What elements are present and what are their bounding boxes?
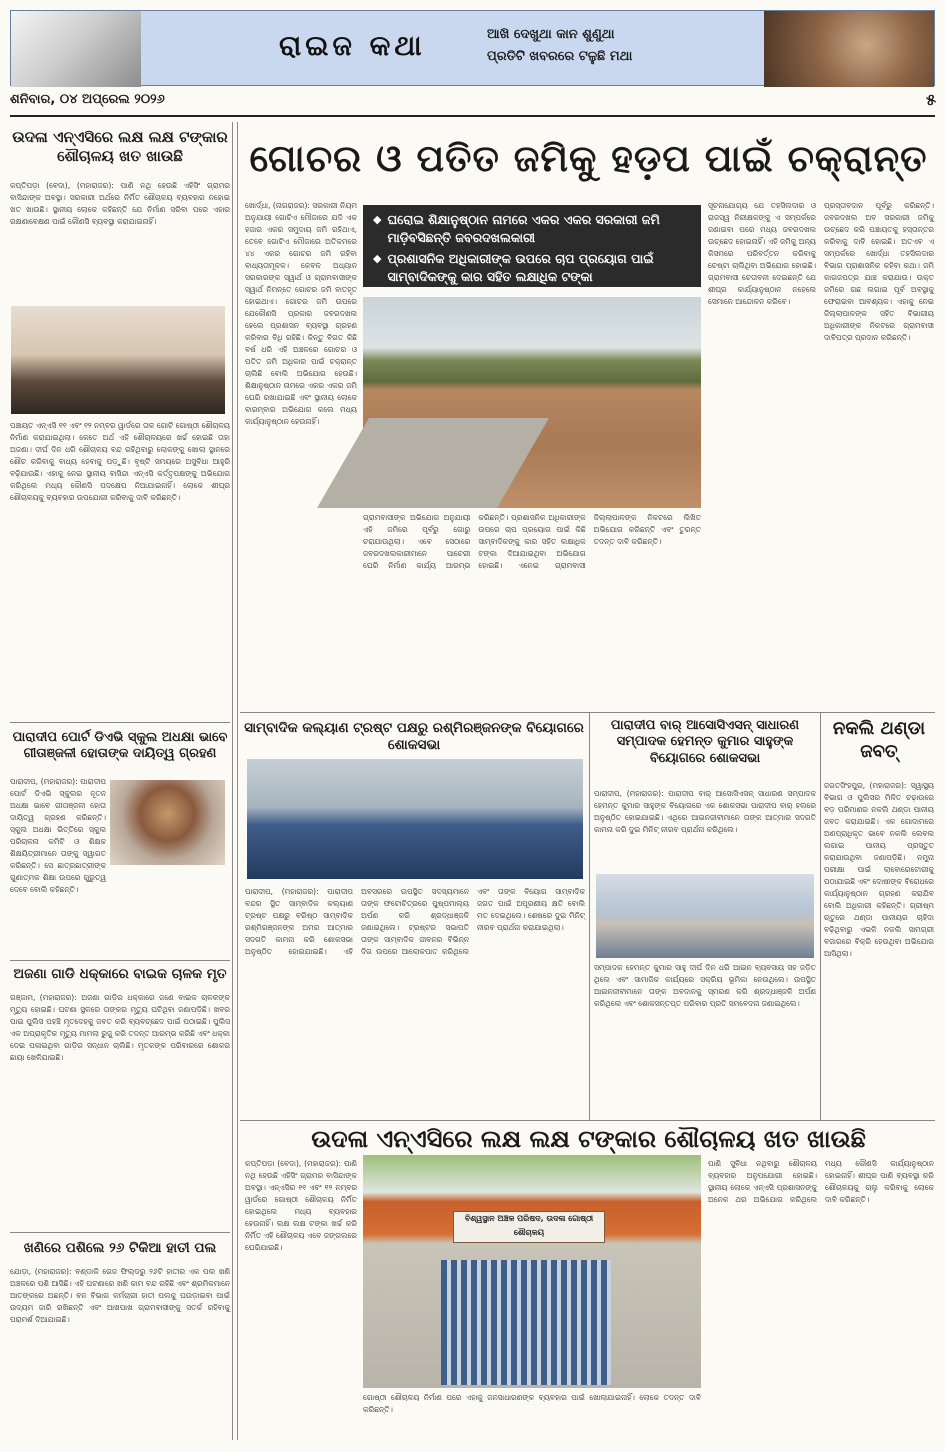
section-divider — [10, 960, 230, 961]
encroached-land-photo — [363, 297, 701, 508]
masthead-tagline-1: ଆଖି ଦେଖୁଥା କାନ ଶୁଣୁଥା — [487, 27, 615, 42]
community-toilet-photo — [363, 1155, 701, 1388]
diamond-bullet-icon: ◆ — [373, 252, 382, 265]
dateline: ଶନିବାର, ୦୪ ଅପ୍ରେଲ ୨୦୨୬ — [10, 92, 165, 107]
condolence2-headline: ପାରାଦୀପ ବାର୍ ଆସୋସିଏସନ୍ ସାଧାରଣ ସମ୍ପାଦକ ହେମନ୍ତ କୁମାର ସାହୁଙ୍କ ବିୟୋଗରେ ଶୋକସଭା — [610, 718, 800, 766]
principal-portrait-photo — [110, 780, 225, 865]
column-divider — [820, 712, 821, 1120]
left-story1-headline: ଉଦଳା ଏନ୍‌ଏସିରେ ଲକ୍ଷ ଲକ୍ଷ ଟଙ୍କାର ଶୌଚାଳୟ ଖତ ଖାଉଛି — [12, 128, 228, 165]
left-story3-headline: ଅଜଣା ଗାଡି ଧକ୍କାରେ ବାଇକ ଚାଳକ ମୃତ — [13, 966, 227, 982]
masthead-left-image — [11, 11, 141, 87]
masthead-right-image — [764, 11, 934, 87]
condolence2-body-2: ସମ୍ପାଦକ ହେମନ୍ତ କୁମାର ସାହୁ ଦୀର୍ଘ ଦିନ ଧରି ଆଇନ ବ୍ୟବସାୟ ସହ ଜଡ଼ିତ ଥିଲେ ଏବଂ ସାମାଜିକ କାର୍ଯ୍ୟରେ ସକ୍ରିୟ ଭୂମିକା ନେଉଥିଲେ। ଉପସ୍ଥିତ ଆଇନଜୀବୀମାନେ ତାଙ୍କ ଅବଦାନକୁ ସ୍ମରଣ କରି ଶ୍ରଦ୍ଧାଞ୍ଜଳି ଅର୍ପଣ କରିଥିଲେ ଏବଂ ଶୋକସନ୍ତପ୍ତ ପରିବାର ପ୍ରତି ସମବେଦନା ଜଣାଇଥିଲେ। — [594, 963, 816, 1008]
bottom-story-body-under: ଗୋଷ୍ଠୀ ଶୌଚାଳୟ ନିର୍ମାଣ ପରେ ଏହାକୁ ଜନସାଧାରଣଙ୍କ ବ୍ୟବହାର ପାଇଁ ଖୋଲାଯାଇନାହିଁ। ଲୋକେ ତଦନ୍ତ ଦାବି କରିଛନ୍ତି। — [363, 1393, 701, 1414]
diamond-bullet-icon: ◆ — [373, 213, 382, 226]
lead-headline: ଗୋଚର ଓ ପତିତ ଜମିକୁ ହଡ଼ପ ପାଇଁ ଚକ୍ରାନ୍ତ — [249, 137, 928, 180]
condolence-meeting-photo — [247, 759, 583, 879]
section-divider — [10, 1232, 230, 1233]
lead-bullet-text: ପ୍ରଶାସନିକ ଅଧିକାରୀଙ୍କ ଉପରେ ଚାପ ପ୍ରୟୋଗ ପାଇଁ ସାମ୍ବାଦିକଙ୍କୁ କାର ସହିତ ଲକ୍ଷାଧିକ ଟଙ୍କା — [387, 251, 654, 284]
lead-highlight-box — [363, 205, 701, 287]
masthead-rule — [10, 115, 935, 117]
left-story1-body-bottom: ପଞ୍ଚାୟତ ଏନ୍‌ଏସି ୧୧ ଏବଂ ୧୨ ନମ୍ବର ୱାର୍ଡରେ ତାଳ ଗୋଟି ଗୋଷ୍ଠୀ ଶୌଚାଳୟ ନିର୍ମାଣ କରାଯାଇଥିଲା। କେତେ ଅର୍ଥ ଏହି ଶୌଚାଳୟରେ ଖର୍ଚ୍ଚ ହୋଇଛି ତାହା ଅଜଣା। ଦୀର୍ଘ ଦିନ ଧରି ଶୌଚାଳୟ ବନ୍ଦ ରହିଥିବାରୁ ଲୋକଙ୍କୁ ଖୋଲା ସ୍ଥାନରେ ଶୌଚ କରିବାକୁ ବାଧ୍ୟ ହେବାକୁ ପଡ଼ୁଛି। ବୃଷ୍ଟି ସମୟରେ ଅସୁବିଧା ଆହୁରି ବଢ଼ିଯାଉଛି। ଏହାକୁ ନେଇ ସ୍ଥାନୀୟ ବାସିନ୍ଦା ଏନ୍‌ଏସି କର୍ତ୍ତୃପକ୍ଷଙ୍କୁ ଅଭିଯୋଗ କରିଥିଲେ ମଧ୍ୟ କୌଣସି ପଦକ୍ଷେପ ନିଆଯାଇନାହିଁ। ଲୋକେ ଶୀଘ୍ର ଶୌଚାଳୟକୁ ବ୍ୟବହାର ଉପଯୋଗୀ କରିବାକୁ ଦାବି କରିଛନ୍ତି। — [10, 421, 230, 502]
column-divider — [237, 122, 238, 1440]
lead-body-left: ଖୋର୍ଦ୍ଧା, (ନାଗରାଜର): ସରକାରୀ ନିୟମ ଅନୁଯାୟୀ ଗୋଚିଏ ମୌଜାରେ ଯଦି ଏକ ହଜାର ଏକର ସମୁଦାୟ ଜମି ରହିଥାଏ, ତେବେ ଗୋଟିଏ ମୌଜାରେ ଅତିକମରେ ୪୪ ଏକର ଗୋଚର ଜମି ରହିବା ବାଧ୍ୟତାମୂଳକ। କେବଳ ଅଧ୍ୟାନ ସରକାରଙ୍କ ସ୍ୱାର୍ଥ ଓ ଗ୍ରାମବାସୀଙ୍କ ସ୍ୱାର୍ଥ ନିମନ୍ତେ ଗୋଚର ଜମି ବାତହୃତ ହୋଇଥାଏ। ଗୋଚର ଜମି ଉପରେ ଯେକୌଣସି ପ୍ରକାର ଜବରଦଖଲ ହେଲେ ପ୍ରଶାସନ ବ୍ୟବସ୍ଥା ଗ୍ରହଣ କରିବାର ବିଧି ରହିଛି। କିନ୍ତୁ ବିଗତ କିଛି ବର୍ଷ ଧରି ଏହି ଅଞ୍ଚଳରେ ଗୋଚର ଓ ପତିତ ଜମି ଅଧିକାର ପାଇଁ ଚକ୍ରାନ୍ତ ଚାଲିଛି ବୋଲି ଅଭିଯୋଗ ହେଉଛି। ଶିକ୍ଷାନୁଷ୍ଠାନ ନାମରେ ଏକର ଏକର ଜମି ଘେରି ରଖାଯାଇଛି ଏବଂ ସ୍ଥାନୀୟ ଲୋକେ ବାରମ୍ବାର ଅଭିଯୋଗ କଲେ ମଧ୍ୟ କାର୍ଯ୍ୟାନୁଷ୍ଠାନ ହେଉନାହିଁ। — [245, 201, 357, 426]
left-story2-body-cont — [10, 872, 230, 956]
fake-drink-headline: ନକଲି ଥଣ୍ଡା ଜବତ୍ — [832, 718, 926, 762]
condolence2-body: ପାରାଦୀପ, (ମହାରାଜର): ପାରାଦୀପ ବାର୍ ଆସୋସିଏସନ୍ ସାଧାରଣ ସମ୍ପାଦକ ହେମନ୍ତ କୁମାର ସାହୁଙ୍କ ବିୟୋଗରେ ଏକ ଶୋକସଭା ପାରାଦୀପ ବାର୍ ହଲରେ ଅନୁଷ୍ଠିତ ହୋଇଯାଇଛି। ଏଥିରେ ଆଇନଜୀବୀମାନେ ତାଙ୍କ ଆତ୍ମାର ସଦଗତି କାମନା କରି ଦୁଇ ମିନିଟ୍ ନୀରବ ପ୍ରାର୍ଥନା କରିଥିଲେ। — [594, 789, 816, 834]
left-story2-body: ପାରାଦୀପ, (ମହାରାଜର): ପାରାଦୀପ ପୋର୍ଟ ଡିଏଭି ସ୍କୁଲର ନୂତନ ଅଧକ୍ଷା ଭାବେ ଗୀତାଞ୍ଜଳୀ ହୋତା ଦାୟିତ୍ୱ ଗ୍ରହଣ କରିଛନ୍ତି। ସ୍କୁଲ ଅଧକ୍ଷା ଭିତ୍ତିରେ ସ୍କୁଲ ପରିଚାଳନା କମିଟି ଓ ଶିକ୍ଷକ ଶିକ୍ଷୟିତ୍ରୀମାନେ ତାଙ୍କୁ ସ୍ୱାଗତ କରିଛନ୍ତି। ସେ ଛାତ୍ରଛାତ୍ରୀଙ୍କ ଗୁଣାତ୍ମକ ଶିକ୍ଷା ଉପରେ ଗୁରୁତ୍ୱ ଦେବେ ବୋଲି କହିଛନ୍ତି। — [10, 777, 106, 894]
toilet-signboard: ବିଶ୍ୱସ୍ଥାନ ଅଞ୍ଚଳ ପରିଷଦ, ଉଦଳା ଗୋଷ୍ଠୀ ଶୌଚାଳୟ — [453, 1211, 605, 1243]
left-story3-body: ଗଞ୍ଜାମ, (ମହାରାଜର): ଅଜଣା ଗାଡ଼ିର ଧକ୍କାରେ ଜଣେ ବାଇକ ଚାଳକଙ୍କ ମୃତ୍ୟୁ ହୋଇଛି। ଘଟଣା ସ୍ଥଳରେ ତାଙ୍କର ମୃତ୍ୟୁ ଘଟିଥିବା ଜଣାପଡ଼ିଛି। ଖବର ପାଇ ପୁଲିସ ପହଞ୍ଚି ମୃତଦେହକୁ ଜବତ କରି ବ୍ୟବଚ୍ଛେଦ ପାଇଁ ପଠାଇଛି। ପୁଲିସ ଏକ ଅପ୍ରାକୃତିକ ମୃତ୍ୟୁ ମାମଲା ରୁଜୁ କରି ତଦନ୍ତ ଆରମ୍ଭ କରିଛି ଏବଂ ଧକ୍କା ଦେଇ ପଳାଇଥିବା ଗାଡ଼ିର ସନ୍ଧାନ ଚାଲିଛି। ମୃତକଙ୍କ ପରିବାରରେ ଶୋକର ଛାୟା ଖେଳିଯାଇଛି। — [10, 993, 230, 1062]
bottom-story-body-right: ପାଣି ସୁବିଧା ନଥିବାରୁ ଶୌଚାଳୟ ବ୍ୟବହାର ଅନୁପଯୋଗୀ ହୋଇଛି। ସ୍ଥାନୀୟ ଲୋକେ ଏନ୍‌ଏସି ପ୍ରଶାସନଙ୍କୁ ଅନେକ ଥର ଅଭିଯୋଗ କରିଥିଲେ ମଧ୍ୟ କୌଣସି କାର୍ଯ୍ୟାନୁଷ୍ଠାନ ହୋଇନାହିଁ। ଶୀଘ୍ର ପାଣି ବ୍ୟବସ୍ଥା କରି ଶୌଚାଳୟକୁ ଚାଲୁ କରିବାକୁ ଲୋକେ ଦାବି କରିଛନ୍ତି। — [708, 1159, 934, 1204]
masthead — [10, 10, 935, 86]
condolence1-headline: ସାମ୍ବାଦିକ କଲ୍ୟାଣ ଟ୍ରଷ୍ଟ ପକ୍ଷରୁ ରଶ୍ମିରଞ୍ଜନଙ୍କ ବିୟୋଗରେ ଶୋକସଭା — [244, 720, 584, 753]
column-divider — [232, 122, 233, 1440]
left-story4-headline: ଖଣିରେ ପଶିଲେ ୨୬ ଟିକିଆ ହାତୀ ପଲ — [23, 1240, 217, 1256]
column-divider — [589, 712, 590, 1120]
left-story4-body: ଯୋଡ଼ା, (ମହାରାଜର): ବଣ୍ଡାକି ଗେଜ ଫିଲ୍ଡରୁ ୨୬ଟି ହାତୀର ଏକ ପଲ ଖଣି ଅଞ୍ଚଳରେ ପଶି ଆସିଛି। ଏହି ଘଟଣାରେ ଖଣି କାମ ବନ୍ଦ ରହିଛି ଏବଂ ଶ୍ରମିକମାନେ ଆତଙ୍କରେ ଅଛନ୍ତି। ବନ ବିଭାଗ କର୍ମଚାରୀ ହାତୀ ପଲକୁ ଘଉଡ଼ାଇବା ପାଇଁ ଉଦ୍ୟମ ଜାରି ରଖିଛନ୍ତି ଏବଂ ଆଖପାଖ ଗ୍ରାମବାସୀଙ୍କୁ ସତର୍କ ରହିବାକୁ ପରାମର୍ଶ ଦିଆଯାଇଛି। — [10, 1267, 230, 1324]
section-divider — [240, 712, 935, 713]
condolence1-body: ପାରାଦୀପ, (ମହାରାଜର): ପାରାଦୀପ ବନ୍ଦର ସ୍ଥିତ ସାମ୍ବାଦିକ କଲ୍ୟାଣ ଟ୍ରଷ୍ଟ ପକ୍ଷରୁ ବରିଷ୍ଠ ସାମ୍ବାଦିକ ରଶ୍ମିରଞ୍ଜନଙ୍କ ଅମର ଆତ୍ମାର ସଦଗତି କାମନା କରି ଶୋକସଭା ଅନୁଷ୍ଠିତ ହୋଇଯାଇଛି। ଏହି ଅବସରରେ ଉପସ୍ଥିତ ସଦସ୍ୟମାନେ ତାଙ୍କ ଫଟୋଚିତ୍ରରେ ପୁଷ୍ପମାଲ୍ୟ ଅର୍ପଣ କରି ଶ୍ରଦ୍ଧାଞ୍ଜଳି ଜଣାଇଥିଲେ। ଟ୍ରଷ୍ଟର ସଭାପତି ତାଙ୍କ ସାମ୍ବାଦିକ ଜୀବନର ବିଭିନ୍ନ ଦିଗ ଉପରେ ଆଲୋକପାତ କରିଥିଲେ ଏବଂ ତାଙ୍କ ବିୟୋଗ ସାମ୍ବାଦିକ ଜଗତ ପାଇଁ ଅପୂରଣୀୟ କ୍ଷତି ବୋଲି ମତ ଦେଇଥିଲେ। ଶେଷରେ ଦୁଇ ମିନିଟ୍ ନୀରବ ପ୍ରାର୍ଥନା କରାଯାଇଥିଲା। — [245, 887, 585, 956]
left-story2-headline: ପାରାଦୀପ ପୋର୍ଟ ଡିଏଭି ସ୍କୁଲ ଅଧକ୍ଷା ଭାବେ ଗୀତାଞ୍ଜଳୀ ହୋତାଙ୍କ ଦାୟିତ୍ୱ ଗ୍ରହଣ — [12, 730, 228, 762]
lead-bullet-text: ଘରୋଇ ଶିକ୍ଷାନୁଷ୍ଠାନ ନାମରେ ଏକର ଏକର ସରକାରୀ ଜମି ମାଡ଼ିବସିଛନ୍ତି ଜବରଦଖଲକାରୀ — [387, 212, 660, 245]
section-divider — [10, 722, 230, 723]
lead-body-mid: ଗ୍ରାମବାସୀଙ୍କ ଅଭିଯୋଗ ଅନୁଯାୟୀ ଏହି ଜମିରେ ପୂର୍ବରୁ ଗୋରୁ ଚରାଯାଉଥିଲା। ଏବେ ସେଠାରେ ଜବରଦଖଲକାରୀମାନେ ପାଚେରୀ ଘେରି ନିର୍ମାଣ କାର୍ଯ୍ୟ ଆରମ୍ଭ କରିଛନ୍ତି। ପ୍ରଶାସନିକ ଅଧିକାରୀଙ୍କ ଉପରେ ଚାପ ପ୍ରୟୋଗ ପାଇଁ କିଛି ସାମ୍ବାଦିକଙ୍କୁ କାର ସହିତ ଲକ୍ଷାଧିକ ଟଙ୍କା ଦିଆଯାଇଥିବା ଅଭିଯୋଗ ହୋଇଛି। ଏନେଇ ଗ୍ରାମବାସୀ ଜିଲ୍ଲାପାଳଙ୍କ ନିକଟରେ ଲିଖିତ ଅଭିଯୋଗ କରିଛନ୍ତି ଏବଂ ତୁରନ୍ତ ତଦନ୍ତ ଦାବି କରିଛନ୍ତି। — [363, 513, 701, 570]
lead-body-left-cont — [245, 510, 357, 706]
toilet-door — [441, 1260, 611, 1385]
lead-body-far: ପ୍ରସ୍ତାବଦାନ ପୂର୍ବରୁ କରିଛନ୍ତି। ଜବରଦଖଲ ଅବ ସରକାରୀ ଜମିକୁ ଉଚ୍ଛେଦ କରି ପଞ୍ଚାୟତକୁ ହସ୍ତାନ୍ତର କରିବାକୁ ଦାବି ହୋଇଛି। ଅତଏବ ଏ ସମ୍ପର୍କରେ ଖୋର୍ଦ୍ଧା ତହସିଲଦାର ବିଭାଗ ପ୍ରାଶାସନିକ କହିବା କଥା। ଜମି କାଗଜପତ୍ର ଯାଞ୍ଚ କରାଯାଉ। ଉକ୍ତ ଜମିରେ ଗଛ ଲଗାଇ ପୂର୍ବ ଅବସ୍ଥାକୁ ଫେରାଇବା ଆବଶ୍ୟକ। ଏହାକୁ ନେଇ ଜିଲ୍ଲାପାଳଙ୍କ ସହିତ ବିଭାଗୀୟ ଅଧିକାରୀଙ୍କ ନିକଟରେ ଗ୍ରାମବାସୀ ଦାବିପତ୍ର ପ୍ରଦାନ କରିଛନ୍ତି। — [824, 201, 934, 342]
office-meeting-photo — [11, 306, 225, 414]
bottom-story-body-left: କପ୍ତିପଡ଼ା (ବେଦା), (ମହାରାଜର): ପାଣି ନଥି ହେଉଛି ଏହିସିଂ ଗ୍ରାମର ବାସିନ୍ଦାଙ୍କ ଅବସ୍ଥା। ଏନ୍‌ଏସିର ୧୧ ଏବଂ ୧୨ ନମ୍ବର ୱାର୍ଡରେ ଗୋଷ୍ଠୀ ଶୌଚାଳୟ ନିର୍ମିତ ହୋଇଥିଲେ ମଧ୍ୟ ବ୍ୟବହାର ହେଉନାହିଁ। ଲକ୍ଷ ଲକ୍ଷ ଟଙ୍କା ଖର୍ଚ୍ଚ କରି ନିର୍ମିତ ଏହି ଶୌଚାଳୟ ଏବେ ଜଙ୍ଗଲରେ ଘେରିଯାଇଛି। — [245, 1159, 357, 1252]
bottom-story-headline: ଉଦଳା ଏନ୍‌ଏସିରେ ଲକ୍ଷ ଲକ୍ଷ ଟଙ୍କାର ଶୌଚାଳୟ ଖତ ଖାଉଛି — [311, 1125, 866, 1153]
fake-drink-body: ଜଗତସିଂହପୁର, (ମହାରାଜର): ସ୍ୱାସ୍ଥ୍ୟ ବିଭାଗ ଓ ପୁଲିସର ମିଳିତ ଚଢ଼ାଉରେ ବଡ଼ ପରିମାଣର ନକଲି ଥଣ୍ଡା ପାନୀୟ ଜବତ କରାଯାଇଛି। ଏକ ଗୋଦାମରେ ଅଣପ୍ରାଧିକୃତ ଭାବେ ନକଲି ଲେବଲ ଲଗାଇ ପାନୀୟ ପ୍ରସ୍ତୁତ କରାଯାଉଥିବା ଜଣାପଡ଼ିଛି। ନମୁନା ପରୀକ୍ଷା ପାଇଁ ଲାବୋରେଟୋରୀକୁ ପଠାଯାଇଛି ଏବଂ ଦୋଷୀଙ୍କ ବିରୋଧରେ କାର୍ଯ୍ୟାନୁଷ୍ଠାନ ଗ୍ରହଣ କରାଯିବ ବୋଲି ଅଧିକାରୀ କହିଛନ୍ତି। ଗ୍ରୀଷ୍ମ ଋତୁରେ ଥଣ୍ଡା ପାନୀୟର ଚାହିଦା ବଢ଼ିଥିବାରୁ ଏଭଳି ନକଲି ସାମଗ୍ରୀ ବଜାରରେ ବିକ୍ରି ହେଉଥିବା ଅଭିଯୋଗ ଆସିଥିଲା। — [824, 781, 934, 958]
lead-bullet — [373, 250, 691, 286]
section-divider — [240, 1120, 935, 1121]
lead-body-right: ସୂଚନାଯୋଗ୍ୟ ଯେ ତହସିଲଦାର ଓ ରାଜସ୍ୱ ନିରୀକ୍ଷକଙ୍କୁ ଏ ସମ୍ପର୍କରେ ଜଣାଇବା ପରେ ମଧ୍ୟ ଜବରଦଖଲ ଉଚ୍ଛେଦ ହୋଇନାହିଁ। ଏହି ଜମିକୁ ଅନ୍ୟ କିସମରେ ପରିବର୍ତ୍ତନ କରିବାକୁ ଚେଷ୍ଟା ଚାଲିଥିବା ଅଭିଯୋଗ ହୋଇଛି। ଗ୍ରାମବାସୀ ଚେତାବନୀ ଦେଇଛନ୍ତି ଯେ ଶୀଘ୍ର କାର୍ଯ୍ୟାନୁଷ୍ଠାନ ନହେଲେ ସେମାନେ ଆନ୍ଦୋଳନ କରିବେ। — [708, 201, 816, 306]
page-number: ୫ — [926, 90, 936, 109]
masthead-tagline-2: ପ୍ରତିଟି ଖବରରେ ଟଳୁଛି ମଥା — [487, 49, 633, 64]
lead-bullet — [373, 211, 691, 247]
bar-association-meeting-photo — [596, 874, 814, 958]
masthead-title: ରାଇଜ କଥା — [279, 29, 426, 62]
left-story1-body-top: କପ୍ତିପଡ଼ା (ବେଦା), (ମହାରାଜର): ପାଣି ନଥି ହେଉଛି ଏହିସିଂ ଗ୍ରାମର ବାସିନ୍ଦାଙ୍କ ଅବସ୍ଥା। ସରକାରୀ ଅର୍ଥରେ ନିର୍ମିତ ଶୌଚାଳୟ ବ୍ୟବହାର ନହୋଇ ଖତ ଖାଉଛି। ସ୍ଥାନୀୟ ଲୋକେ କହିଛନ୍ତି ଯେ ନିର୍ମାଣ ସରିବା ପରେ ଏହାର ରକ୍ଷଣାବେକ୍ଷଣ ପାଇଁ କୌଣସି ବ୍ୟବସ୍ଥା କରାଯାଇନାହିଁ। — [10, 181, 230, 226]
